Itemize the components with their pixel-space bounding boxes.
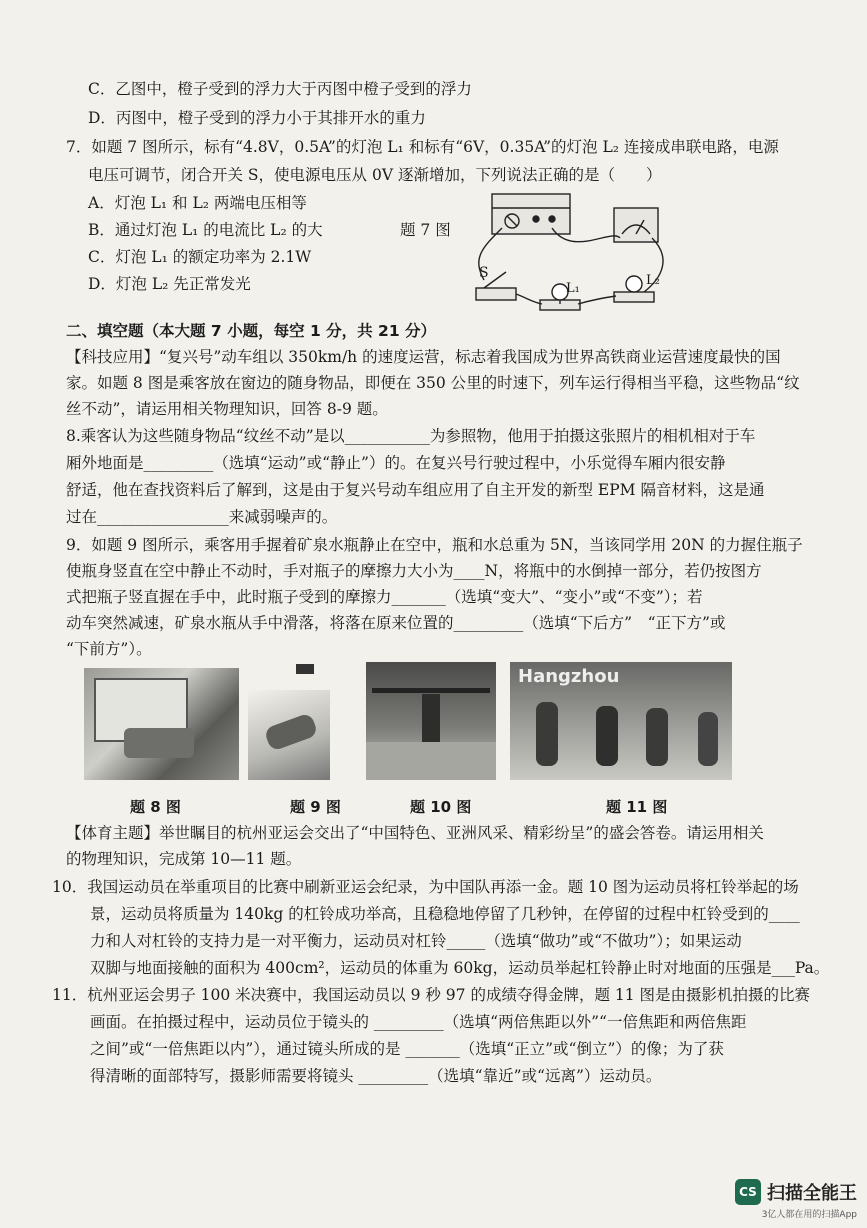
q9-line1: 9．如题 9 图所示，乘客用手握着矿泉水瓶静止在空中，瓶和水总重为 5N，当该同学用 20N 的力握住瓶子 [66,536,803,554]
q9-line4: 动车突然减速，矿泉水瓶从手中滑落，将落在原来位置的_________（选填“下后方” “正下方”或 [66,614,726,632]
tech-intro-line1: 【科技应用】“复兴号”动车组以 350km/h 的速度运营，标志着我国成为世界高铁商业运营速度最快的国 [66,348,781,366]
q8-line3: 舒适，他在查找资料后了解到，这是由于复兴号动车组应用了自主开发的新型 EPM 隔音材料，这是通 [66,481,765,499]
fig9-caption: 题 9 图 [290,798,341,816]
q9-line2: 使瓶身竖直在空中静止不动时，手对瓶子的摩擦力大小为____N，将瓶中的水倒掉一部分，若仍按图方 [66,562,762,580]
hangzhou-watermark: Hangzhou [518,666,620,687]
q7-stem-line2: 电压可调节，闭合开关 S，使电源电压从 0V 逐渐增加，下列说法正确的是（ ） [88,166,662,184]
fig10-photo [366,662,496,780]
q6-option-c: C．乙图中，橙子受到的浮力大于丙图中橙子受到的浮力 [88,80,472,98]
section-fill-in-header: 二、填空题（本大题 7 小题，每空 1 分，共 21 分） [66,322,437,340]
circuit-diagram [462,188,682,320]
q11-line1: 11．杭州亚运会男子 100 米决赛中，我国运动员以 9 秒 97 的成绩夺得金牌，题 11 图是由摄影机拍摄的比赛 [52,986,811,1004]
q10-line2: 景，运动员将质量为 140kg 的杠铃成功举高，且稳稳地停留了几秒钟，在停留的过程中杠铃受到的____ [90,905,800,923]
q10-line1: 10．我国运动员在举重项目的比赛中刷新亚运会纪录，为中国队再添一金。题 10 图为运动员将杠铃举起的场 [52,878,799,896]
q10-line3: 力和人对杠铃的支持力是一对平衡力，运动员对杠铃_____（选填“做功”或“不做功”）；如果运动 [90,932,742,950]
q6-option-d: D．丙图中，橙子受到的浮力小于其排开水的重力 [88,109,426,127]
scanner-brand-name: 扫描全能王 [767,1183,857,1204]
tech-intro-line2: 家。如题 8 图是乘客放在窗边的随身物品，即便在 350 公里的时速下，列车运行得相当平稳，这些物品“纹 [66,374,800,392]
q9-line3: 式把瓶子竖直握在手中，此时瓶子受到的摩擦力_______（选填“变大”、“变小”或“不变”）；若 [66,588,703,606]
q9-line5: “下前方”）。 [66,640,152,658]
fig9-photo [248,690,330,780]
q8-line2: 厢外地面是_________（选填“运动”或“静止”）的。在复兴号行驶过程中，小乐觉得车厢内很安静 [66,454,726,472]
scanner-brand-tagline: 3亿人都在用的扫描App [761,1210,857,1220]
q11-line3: 之间”或“一倍焦距以内”），通过镜头所成的是 _______（选填“正立”或“倒立”）的像；为了获 [90,1040,724,1058]
fig11-caption: 题 11 图 [606,798,668,816]
fig11-photo [510,662,732,780]
lamp2-label: L₂ [646,273,660,288]
sport-intro-line1: 【体育主题】举世瞩目的杭州亚运会交出了“中国特色、亚洲风采、精彩纷呈”的盛会答卷。请运用相关 [66,824,764,842]
q7-option-b: B．通过灯泡 L₁ 的电流比 L₂ 的大 [88,221,323,239]
q10-line4: 双脚与地面接触的面积为 400cm²，运动员的体重为 60kg，运动员举起杠铃静止时对地面的压强是___Pa。 [90,959,830,977]
q7-stem-line1: 7．如题 7 图所示，标有“4.8V，0.5A”的灯泡 L₁ 和标有“6V，0.35A”的灯泡 L₂ 连接成串联电路，电源 [66,138,779,156]
lamp1-label: L₁ [566,281,580,296]
q7-option-d: D．灯泡 L₂ 先正常发光 [88,275,251,293]
scanner-brand [735,1179,857,1220]
scanner-logo-icon: CS [735,1179,761,1205]
q8-line4: 过在_________________来减弱噪声的。 [66,508,338,526]
tech-intro-line3: 丝不动”，请运用相关物理知识，回答 8-9 题。 [66,400,388,418]
fig8-photo [84,668,239,780]
fig9-bottle-cap [296,664,314,674]
q7-option-a: A．灯泡 L₁ 和 L₂ 两端电压相等 [88,194,307,212]
sport-intro-line2: 的物理知识，完成第 10—11 题。 [66,850,302,868]
q11-line4: 得清晰的面部特写，摄影师需要将镜头 _________（选填“靠近”或“远离”）运动员。 [90,1067,662,1085]
switch-label: S [479,265,489,281]
q7-option-c: C．灯泡 L₁ 的额定功率为 2.1W [88,248,312,266]
fig10-caption: 题 10 图 [410,798,472,816]
q8-line1: 8.乘客认为这些随身物品“纹丝不动”是以___________为参照物，他用于拍摄这张照片的相机相对于车 [66,427,756,445]
fig8-caption: 题 8 图 [130,798,181,816]
q11-line2: 画面。在拍摄过程中，运动员位于镜头的 _________（选填“两倍焦距以外”“一倍焦距和两倍焦距 [90,1013,747,1031]
fig7-caption: 题 7 图 [400,221,451,239]
